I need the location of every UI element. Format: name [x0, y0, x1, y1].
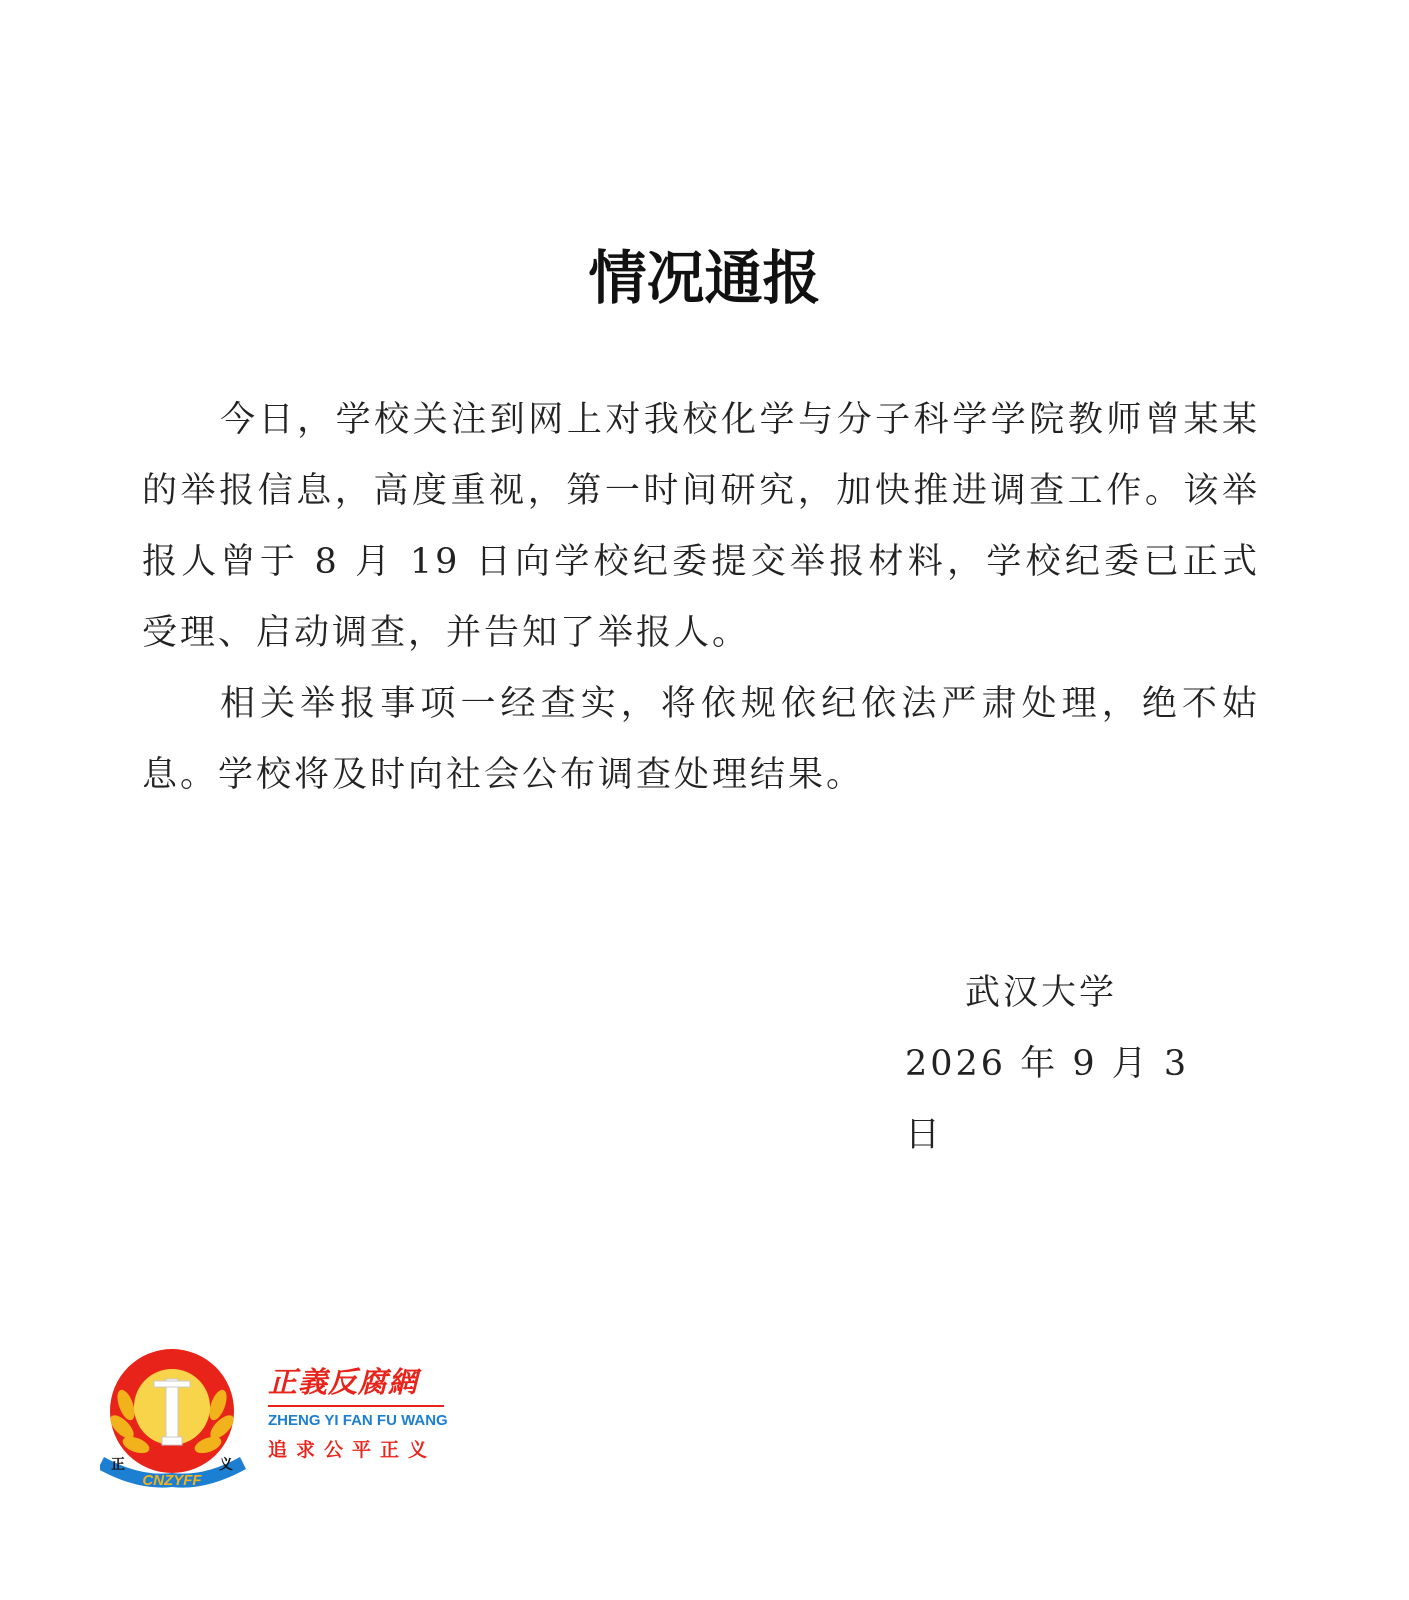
- logo-name: 正義反腐網: [268, 1365, 419, 1399]
- signature-organization: 武汉大学: [965, 973, 1118, 1013]
- zhengyi-emblem-logo: [100, 1345, 250, 1495]
- signature-block: [880, 958, 1240, 1171]
- emblem-ribbon-right: 义: [219, 1457, 233, 1473]
- logo-divider: [268, 1405, 444, 1407]
- logo-slogan: 追求公平正义: [268, 1439, 437, 1461]
- paragraph-1: 今日，学校关注到网上对我校化学与分子科学学院教师曾某某的举报信息，高度重视，第一时间研究，加快推进调查工作。该举报人曾于 8 月 19 日向学校纪委提交举报材料，学校纪委已正式受理、启动调查，并告知了举报人。: [142, 400, 1260, 653]
- emblem-ribbon-left: 正: [111, 1457, 125, 1473]
- signature-date: 2026 年 9 月 3 日: [905, 1044, 1190, 1155]
- page-title: 情况通报: [588, 244, 821, 312]
- notice-body: [142, 385, 1260, 811]
- logo-pinyin: ZHENG YI FAN FU WANG: [268, 1412, 448, 1429]
- paragraph-2: 相关举报事项一经查实，将依规依纪依法严肃处理，绝不姑息。学校将及时向社会公布调查处理结果。: [142, 684, 1260, 795]
- zhengyi-wordmark: [268, 1362, 458, 1467]
- emblem-ribbon-text: CNZYFF: [142, 1472, 202, 1489]
